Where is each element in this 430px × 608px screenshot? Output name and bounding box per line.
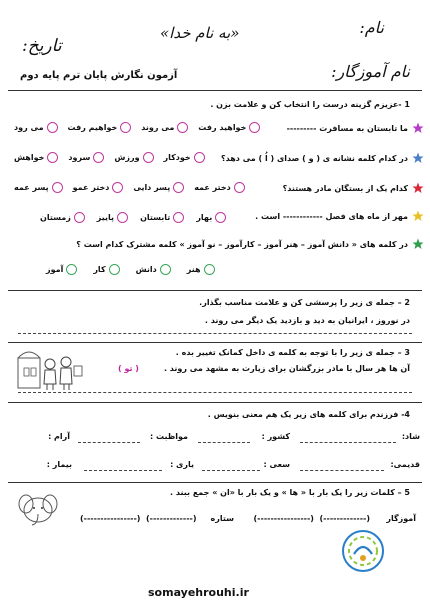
q5-word: ستاره	[210, 514, 234, 523]
yellow-star-icon	[412, 210, 424, 222]
option[interactable]: پاییز	[97, 212, 128, 223]
option[interactable]: دختر عمه	[194, 182, 245, 193]
q1-item3-text: کدام یک از بستگان مادر هستند؟	[282, 184, 408, 193]
choice-circle-icon[interactable]	[74, 212, 85, 223]
choice-circle-icon[interactable]	[109, 264, 120, 275]
q1-item4-options	[40, 212, 226, 223]
q1-item1-options	[14, 122, 260, 133]
page-title: «به نام خدا»	[160, 24, 240, 42]
choice-circle-icon[interactable]	[160, 264, 171, 275]
option[interactable]: خواهیم رفت	[68, 122, 132, 133]
q1-item4-text: مهر از ماه های فصل ------------ است .	[255, 212, 408, 221]
answer-line[interactable]	[18, 333, 412, 334]
choice-circle-icon[interactable]	[47, 152, 58, 163]
name-label: نام:	[359, 18, 384, 37]
option[interactable]: سرود	[68, 152, 104, 163]
q1-item2-text: در کدام کلمه نشانه ی ( و ) صدای ( اُ ) می دهد؟	[221, 154, 408, 163]
choice-circle-icon[interactable]	[120, 122, 131, 133]
q1-item2-options	[14, 152, 205, 163]
option[interactable]: زمستان	[40, 212, 85, 223]
option[interactable]: می رود	[14, 122, 58, 133]
choice-circle-icon[interactable]	[234, 182, 245, 193]
option[interactable]: خواهش	[14, 152, 58, 163]
exam-title: آزمون نگارش پایان ترم پایه دوم	[20, 70, 178, 81]
q4-row2-word: یاری :	[170, 460, 194, 469]
divider	[8, 342, 422, 343]
purple-star-icon	[412, 122, 424, 134]
q3-sentence: آن ها هر سال با مادر بزرگشان برای زیارت به مشهد می روند .	[163, 364, 410, 373]
option[interactable]: پسر دایی	[133, 182, 184, 193]
choice-circle-icon[interactable]	[215, 212, 226, 223]
q5-blanks[interactable]: (----------------) (-------------)	[80, 514, 197, 523]
q4-row1-word: مواظبت :	[150, 432, 188, 441]
choice-circle-icon[interactable]	[47, 122, 58, 133]
q2-sentence: در نوروز ، ایرانیان به دید و بازدید یک دیگر می روند .	[204, 316, 410, 325]
date-label: تاریخ:	[22, 36, 62, 56]
choice-circle-icon[interactable]	[173, 212, 184, 223]
red-star-icon	[412, 182, 424, 194]
q5-word: آموزگار	[386, 514, 416, 523]
q4-row2-word: سعی :	[263, 460, 290, 469]
choice-circle-icon[interactable]	[194, 152, 205, 163]
q1-item5-options	[46, 264, 215, 275]
elephant-illustration-icon	[14, 488, 60, 528]
choice-circle-icon[interactable]	[143, 152, 154, 163]
option[interactable]: تابستان	[140, 212, 184, 223]
option[interactable]: خواهید رفت	[198, 122, 260, 133]
option[interactable]: هنر	[187, 264, 215, 275]
teacher-label: نام آموزگار:	[331, 62, 410, 81]
answer-blank[interactable]	[84, 470, 162, 471]
choice-circle-icon[interactable]	[249, 122, 260, 133]
divider	[8, 402, 422, 403]
q4-row2-word: بیمار :	[46, 460, 72, 469]
divider	[8, 482, 422, 483]
divider	[8, 290, 422, 291]
blue-star-icon	[412, 152, 424, 164]
q4-row1-word: آرام :	[48, 432, 70, 441]
choice-circle-icon[interactable]	[112, 182, 123, 193]
answer-line[interactable]	[18, 392, 412, 393]
answer-blank[interactable]	[202, 470, 260, 471]
choice-circle-icon[interactable]	[93, 152, 104, 163]
option[interactable]: آموز	[46, 264, 77, 275]
option[interactable]: بهار	[196, 212, 226, 223]
q4-row1-word: کشور :	[261, 432, 290, 441]
q4-row1-label: شاد:	[401, 432, 420, 441]
choice-circle-icon[interactable]	[173, 182, 184, 193]
option[interactable]: می روند	[141, 122, 188, 133]
option[interactable]: کار	[93, 264, 119, 275]
q5-blanks[interactable]: (----------------) (-------------)	[253, 514, 370, 523]
q3-hint: ( تو )	[118, 364, 139, 373]
divider	[8, 90, 422, 91]
q2-heading: 2 – جمله ی زیر را پرسشی کن و علامت مناسب بگذار.	[199, 298, 410, 307]
answer-blank[interactable]	[78, 442, 140, 443]
choice-circle-icon[interactable]	[66, 264, 77, 275]
q1-item1-text: ما تابستان به مسافرت ---------	[286, 124, 408, 133]
q1-item3-options	[14, 182, 245, 193]
q1-item5-text: در کلمه های « دانش آموز – هنر آموز – کارآموز – نو آموز » کلمه مشترک کدام است ؟	[76, 240, 408, 249]
option[interactable]: ورزش	[114, 152, 153, 163]
q1-heading: 1 -عزیزم گزینه درست را انتخاب کن و علامت بزن .	[210, 100, 410, 109]
answer-blank[interactable]	[300, 442, 396, 443]
option[interactable]: پسر عمه	[14, 182, 63, 193]
option[interactable]: دانش	[136, 264, 171, 275]
q3-heading: 3 – جمله ی زیر را با توجه به کلمه ی داخل کمانک تغییر بده .	[175, 348, 410, 357]
choice-circle-icon[interactable]	[177, 122, 188, 133]
q5-heading: 5 – کلمات زیر را یک بار با « ها » و یک بار با «ان » جمع ببند .	[170, 488, 410, 497]
q4-heading: 4- فرزندم برای کلمه های زیر یک هم معنی بنویس .	[207, 410, 410, 419]
footer-website[interactable]: somayehrouhi.ir	[148, 586, 249, 599]
choice-circle-icon[interactable]	[117, 212, 128, 223]
children-illustration-icon	[14, 344, 84, 392]
q4-row2-label: قدیمی:	[390, 460, 420, 469]
choice-circle-icon[interactable]	[204, 264, 215, 275]
option[interactable]: خودکار	[164, 152, 205, 163]
choice-circle-icon[interactable]	[52, 182, 63, 193]
option[interactable]: دختر عمو	[73, 182, 124, 193]
site-logo-icon	[340, 528, 386, 574]
answer-blank[interactable]	[300, 470, 384, 471]
answer-blank[interactable]	[198, 442, 250, 443]
green-star-icon	[412, 238, 424, 250]
